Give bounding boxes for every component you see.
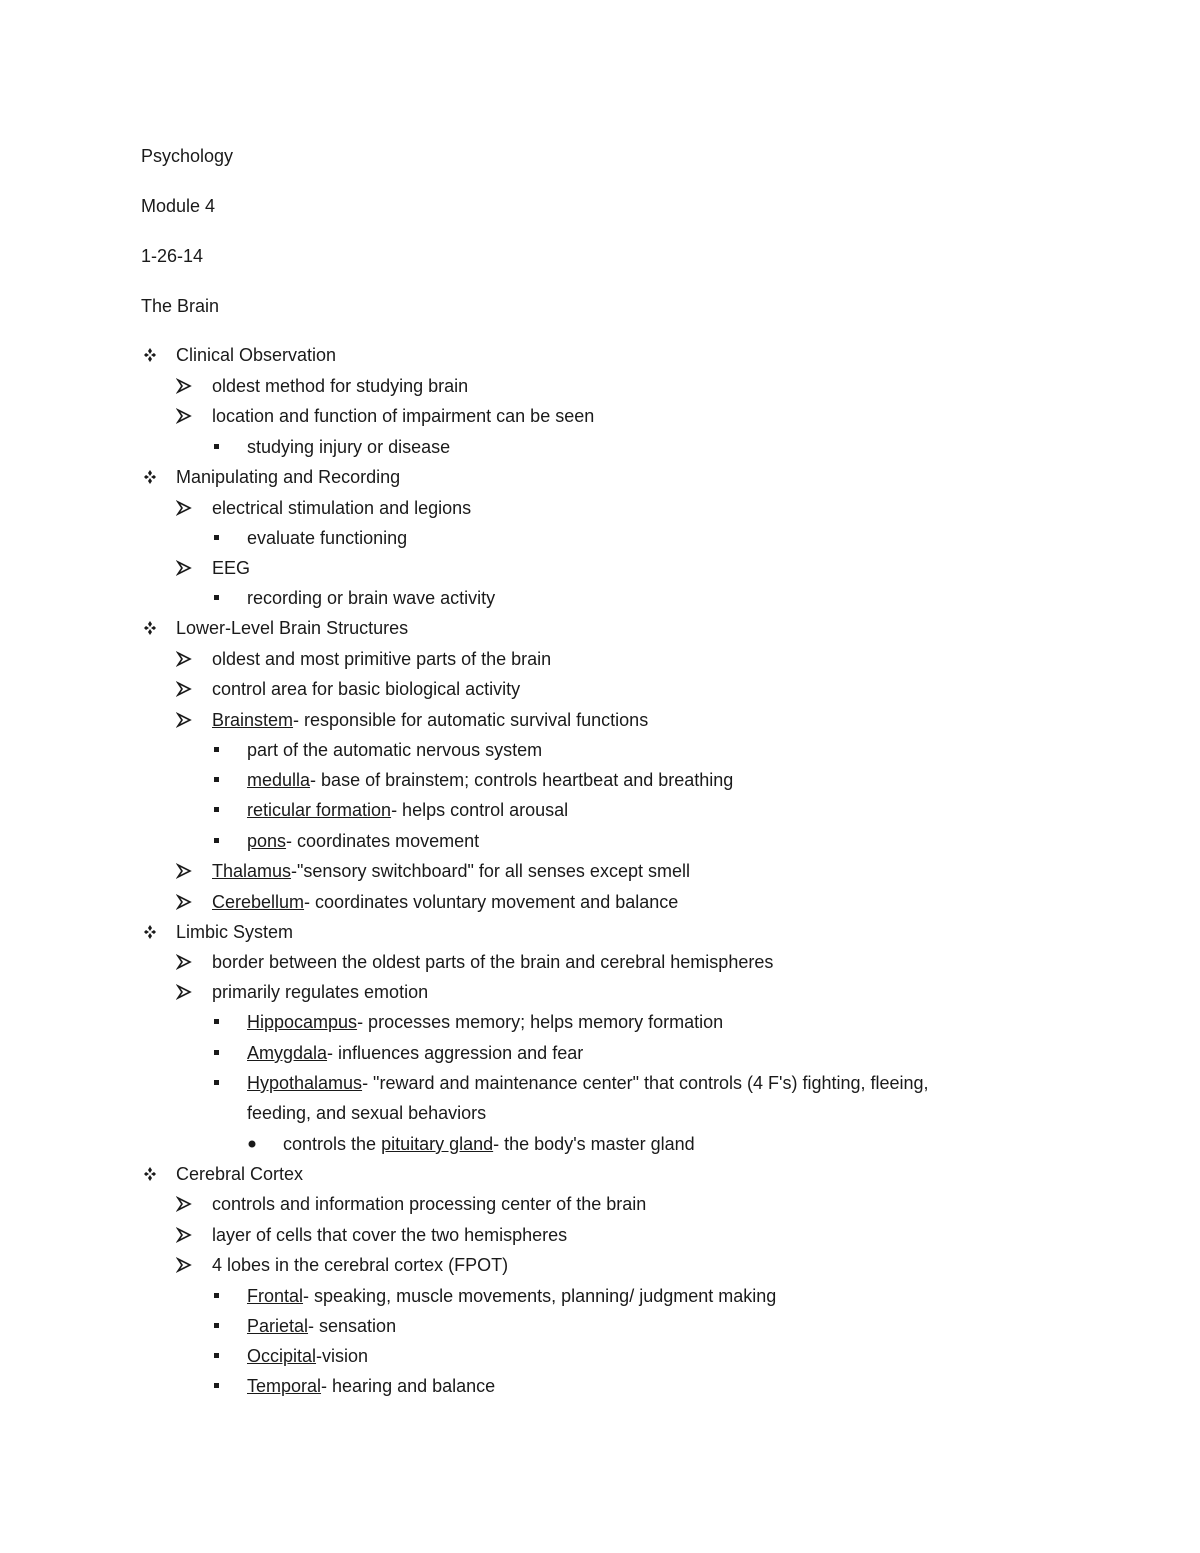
round-bullet-icon (247, 1133, 269, 1155)
list-item-text: layer of cells that cover the two hemispheres (212, 1225, 568, 1245)
definition: - base of brainstem; controls heartbeat and breathing (310, 770, 734, 790)
list-item-text: location and function of impairment can be seen (212, 406, 595, 426)
text-prefix: controls the (283, 1134, 382, 1154)
term: Hypothalamus (247, 1073, 363, 1093)
definition: -"sensory switchboard" for all senses except smell (291, 861, 690, 881)
term: Cerebellum (212, 892, 305, 912)
arrowhead-bullet-icon (176, 891, 198, 913)
list-item-text: oldest method for studying brain (212, 376, 469, 396)
arrowhead-bullet-icon (176, 951, 198, 973)
list-item-text (212, 860, 690, 882)
list-item-text (247, 769, 733, 791)
list-item-text: studying injury or disease (247, 437, 451, 457)
term: Temporal (247, 1376, 322, 1396)
definition: - the body's master gland (493, 1134, 695, 1154)
arrowhead-bullet-icon (176, 557, 198, 579)
arrowhead-bullet-icon (176, 405, 198, 427)
list-item-continuation: feeding, and sexual behaviors (247, 1103, 487, 1123)
section-title: Limbic System (176, 922, 294, 942)
term: Amygdala (247, 1043, 328, 1063)
square-bullet-icon (212, 1315, 234, 1337)
arrowhead-bullet-icon (176, 648, 198, 670)
list-item-text (247, 1011, 723, 1033)
term: Thalamus (212, 861, 292, 881)
square-bullet-icon (212, 1345, 234, 1367)
list-item-text (247, 1345, 368, 1367)
list-item-text (247, 1042, 583, 1064)
list-item-text: primarily regulates emotion (212, 982, 429, 1002)
list-item-text: border between the oldest parts of the brain and cerebral hemispheres (212, 952, 774, 972)
arrowhead-bullet-icon (176, 497, 198, 519)
list-item-text (212, 891, 678, 913)
square-bullet-icon (212, 769, 234, 791)
term: pons (247, 831, 287, 851)
arrowhead-bullet-icon (176, 678, 198, 700)
term: Parietal (247, 1316, 309, 1336)
definition: - coordinates voluntary movement and balance (304, 892, 679, 912)
list-item-text (247, 1315, 396, 1337)
four-diamond-bullet-icon (141, 344, 163, 366)
term: Frontal (247, 1286, 304, 1306)
term: Hippocampus (247, 1012, 358, 1032)
square-bullet-icon (212, 1072, 234, 1094)
square-bullet-icon (212, 1011, 234, 1033)
date-label: 1-26-14 (141, 246, 204, 266)
definition: - "reward and maintenance center" that controls (4 F's) fighting, fleeing, (362, 1073, 929, 1093)
square-bullet-icon (212, 436, 234, 458)
list-item-text (283, 1133, 695, 1155)
definition: - influences aggression and fear (327, 1043, 584, 1063)
list-item-text (247, 799, 568, 821)
list-item-text (247, 1285, 776, 1307)
arrowhead-bullet-icon (176, 709, 198, 731)
arrowhead-bullet-icon (176, 981, 198, 1003)
term: medulla (247, 770, 311, 790)
topic-title: The Brain (141, 296, 220, 316)
four-diamond-bullet-icon (141, 921, 163, 943)
list-item-text: 4 lobes in the cerebral cortex (FPOT) (212, 1255, 509, 1275)
list-item-text (247, 1375, 495, 1397)
arrowhead-bullet-icon (176, 375, 198, 397)
list-item-text: controls and information processing center of the brain (212, 1194, 647, 1214)
list-item-text: recording or brain wave activity (247, 588, 496, 608)
list-item-text (212, 709, 648, 731)
definition: - speaking, muscle movements, planning/ judgment making (303, 1286, 777, 1306)
term: Brainstem (212, 710, 294, 730)
arrowhead-bullet-icon (176, 1224, 198, 1246)
definition: - sensation (308, 1316, 397, 1336)
term: reticular formation (247, 800, 392, 820)
arrowhead-bullet-icon (176, 860, 198, 882)
four-diamond-bullet-icon (141, 617, 163, 639)
list-item-text: oldest and most primitive parts of the brain (212, 649, 552, 669)
square-bullet-icon (212, 1285, 234, 1307)
definition: - hearing and balance (321, 1376, 496, 1396)
list-item-text: evaluate functioning (247, 528, 408, 548)
square-bullet-icon (212, 799, 234, 821)
definition: - responsible for automatic survival functions (293, 710, 649, 730)
square-bullet-icon (212, 739, 234, 761)
square-bullet-icon (212, 1042, 234, 1064)
list-item-text (247, 1072, 929, 1094)
list-item-text: electrical stimulation and legions (212, 498, 472, 518)
section-title: Cerebral Cortex (176, 1164, 304, 1184)
four-diamond-bullet-icon (141, 1163, 163, 1185)
definition: -vision (316, 1346, 369, 1366)
square-bullet-icon (212, 587, 234, 609)
square-bullet-icon (212, 1375, 234, 1397)
list-item-text (247, 830, 479, 852)
list-item-text: control area for basic biological activity (212, 679, 521, 699)
list-item-text: part of the automatic nervous system (247, 740, 543, 760)
definition: - helps control arousal (391, 800, 569, 820)
course-title: Psychology (141, 146, 234, 166)
section-title: Lower-Level Brain Structures (176, 618, 409, 638)
term: Occipital (247, 1346, 317, 1366)
square-bullet-icon (212, 527, 234, 549)
term: pituitary gland (381, 1134, 494, 1154)
definition: - coordinates movement (286, 831, 480, 851)
four-diamond-bullet-icon (141, 466, 163, 488)
section-title: Clinical Observation (176, 345, 337, 365)
arrowhead-bullet-icon (176, 1254, 198, 1276)
section-title: Manipulating and Recording (176, 467, 401, 487)
module-label: Module 4 (141, 196, 216, 216)
square-bullet-icon (212, 830, 234, 852)
list-item-text: EEG (212, 558, 251, 578)
definition: - processes memory; helps memory formation (357, 1012, 724, 1032)
arrowhead-bullet-icon (176, 1193, 198, 1215)
